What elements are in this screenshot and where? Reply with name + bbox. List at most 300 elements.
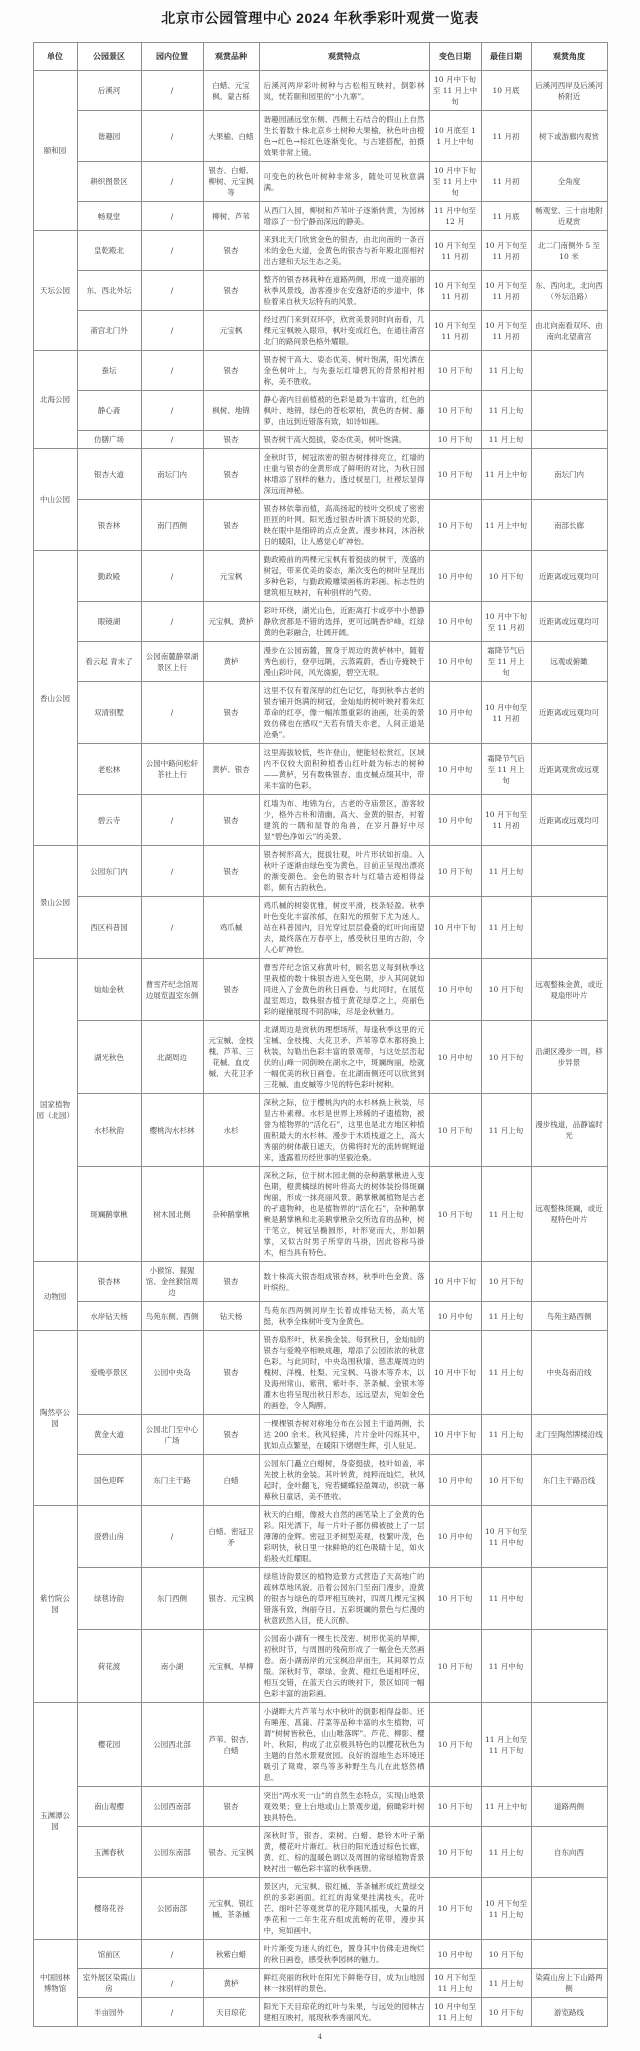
angle-cell: 由北向南看双环、由南向北望斋宫 bbox=[531, 311, 607, 351]
change-date-cell: 10 月中下旬 bbox=[429, 897, 481, 959]
change-date-cell: 10 月下旬 bbox=[429, 1787, 481, 1827]
angle-cell: 沿湖区漫步一周，移步异景 bbox=[531, 1021, 607, 1094]
location-cell: 曹雪芹纪念馆周边展览温室东侧 bbox=[141, 959, 203, 1021]
location-cell: / bbox=[141, 602, 203, 642]
change-date-cell: 10 月下旬至 11 月上旬 bbox=[429, 1969, 481, 1998]
best-date-cell: 11 月上旬 bbox=[481, 1094, 531, 1167]
unit-cell: 国家植物园（北园） bbox=[33, 959, 77, 1262]
change-date-cell: 10 月底至 11 月上中旬 bbox=[429, 111, 481, 162]
features-cell: 红墙为布、地锦为台，古老的寺庙景区，游客较少，格外古朴和清幽。高大、金黄的银杏，衬着建筑的一隅和屋脊的角兽，在岁月静好中尽显“碧色净如云”的美景。 bbox=[259, 795, 429, 846]
species-cell: 黄栌 bbox=[203, 642, 259, 682]
column-header: 单位 bbox=[33, 43, 77, 71]
species-cell: 水杉 bbox=[203, 1094, 259, 1167]
park-cell: 皇乾殿北 bbox=[77, 231, 141, 271]
features-cell: 鸡爪槭的树姿优雅，树皮平滑，枝条轻盈。秋季叶色变化丰富浓郁，在阳光的照射下尤为迷人。站在科普园内，目光穿过层层叠叠的红叶向南望去，最终落在万春亭上，感受秋日里的古韵，令人心旷神怡。 bbox=[259, 897, 429, 959]
angle-cell: 远观整株金黄，或近观扇形叶片 bbox=[531, 959, 607, 1021]
location-cell: / bbox=[141, 1969, 203, 1998]
change-date-cell: 10 月下旬 bbox=[429, 449, 481, 500]
unit-cell: 景山公园 bbox=[33, 846, 77, 959]
angle-cell: 远观或俯瞰 bbox=[531, 642, 607, 682]
park-cell: 澄碧山房 bbox=[77, 1506, 141, 1568]
best-date-cell: 10 月下旬至 11 月初 bbox=[481, 231, 531, 271]
table-row bbox=[33, 846, 607, 897]
unit-cell: 动物园 bbox=[33, 1262, 77, 1331]
angle-cell bbox=[531, 1703, 607, 1787]
species-cell: 秋紫白蜡 bbox=[203, 1940, 259, 1969]
table-row bbox=[33, 1415, 607, 1455]
features-cell: 银杏林依靠而植，高高扬起的枝叶交织成了密密匝匝的叶网。阳光透过银杏叶洒下斑驳的光影，映在眼中是细碎的点点金黄。漫步林间，沐浴秋日的暖阳，让人感觉心旷神怡。 bbox=[259, 500, 429, 551]
table-body bbox=[33, 71, 607, 2027]
park-cell: 后溪河 bbox=[77, 71, 141, 111]
park-cell: 樱花园 bbox=[77, 1703, 141, 1787]
angle-cell: 鸟苑主路西侧 bbox=[531, 1302, 607, 1331]
location-cell: / bbox=[141, 795, 203, 846]
features-cell: 突出“两水夹一山”的自然生态特点，实现山地景观效果；登上台地或山上景观步道，俯瞰彩叶树独具特色。 bbox=[259, 1787, 429, 1827]
angle-cell: 近距离或远观均可 bbox=[531, 795, 607, 846]
unit-cell: 中山公园 bbox=[33, 449, 77, 551]
features-cell: 经过西门来到双环亭，欣赏美景同时向南看，几棵元宝枫映入眼帘，枫叶变成红色，在通往斋宫北门的路间景色格外耀眼。 bbox=[259, 311, 429, 351]
angle-cell: 近距离或远观均可 bbox=[531, 682, 607, 744]
table-row bbox=[33, 500, 607, 551]
change-date-cell: 10 月中下旬 bbox=[429, 1415, 481, 1455]
angle-cell: 近距离或远观均可 bbox=[531, 602, 607, 642]
location-cell: 公园西北部 bbox=[141, 1703, 203, 1787]
table-row bbox=[33, 1568, 607, 1630]
location-cell: 公园东南部 bbox=[141, 1827, 203, 1878]
angle-cell: 游览路线 bbox=[531, 1998, 607, 2027]
location-cell: 樱桃沟水杉林 bbox=[141, 1094, 203, 1167]
best-date-cell: 11 月上旬至 11 月下旬 bbox=[481, 1703, 531, 1787]
species-cell: 鸡爪槭 bbox=[203, 897, 259, 959]
features-cell: 谐趣园涵远堂东侧、西侧土石结合的假山上自然生长着数十株北京乡土树种大果榆，秋色叶由橙色→红色→棕红色逐渐变化，与古建搭配，拍摄效果非常上镜。 bbox=[259, 111, 429, 162]
location-cell: / bbox=[141, 111, 203, 162]
location-cell: / bbox=[141, 351, 203, 391]
change-date-cell: 10 月下旬 bbox=[429, 1167, 481, 1262]
table-row bbox=[33, 795, 607, 846]
angle-cell bbox=[531, 1630, 607, 1703]
features-cell: 秋天的白蜡，像被大自然的画笔染上了金黄的色彩。阳光洒下，每一片叶子都仿佛被披上了一层薄薄的金辉。密冠卫矛树型美观，枝繁叶茂，色彩明快，秋日里一抹鲜艳的红色吸睛十足，如火焰般火红耀眼。 bbox=[259, 1506, 429, 1568]
unit-cell: 中国园林博物馆 bbox=[33, 1940, 77, 2027]
species-cell: 元宝枫 bbox=[203, 311, 259, 351]
features-cell: 彩叶环绕，湖光山色，近距离打卡或亭中小憩静静欣赏都是不错的选择，更可远眺香炉峰，红绿黄的色彩融合，壮阔开阔。 bbox=[259, 602, 429, 642]
best-date-cell: 11 月上旬 bbox=[481, 1827, 531, 1878]
change-date-cell: 10 月下旬至 11 月初 bbox=[429, 311, 481, 351]
table-row bbox=[33, 642, 607, 682]
location-cell: 北湖周边 bbox=[141, 1021, 203, 1094]
table-row bbox=[33, 111, 607, 162]
park-cell: 南山观樱 bbox=[77, 1787, 141, 1827]
location-cell: / bbox=[141, 271, 203, 311]
park-cell: 老松林 bbox=[77, 744, 141, 795]
change-date-cell: 11 月中旬至 12 月 bbox=[429, 202, 481, 231]
angle-cell bbox=[531, 1568, 607, 1630]
table-row bbox=[33, 1703, 607, 1787]
foliage-table bbox=[33, 42, 608, 2027]
table-row bbox=[33, 1262, 607, 1302]
best-date-cell: 10 月下旬 bbox=[481, 1021, 531, 1094]
features-cell: 鲜红亮丽的秋叶在阳光下鲜艳夺目，成为山地园林一抹别样的景色。 bbox=[259, 1969, 429, 1998]
park-cell: 西区科普园 bbox=[77, 897, 141, 959]
angle-cell bbox=[531, 351, 607, 391]
angle-cell: 东、西向北，北向西（外坛沿路） bbox=[531, 271, 607, 311]
best-date-cell: 11 月上中旬 bbox=[481, 1787, 531, 1827]
species-cell: 银杏 bbox=[203, 1331, 259, 1415]
table-row bbox=[33, 202, 607, 231]
best-date-cell: 霜降节气后至 11 月上旬 bbox=[481, 744, 531, 795]
species-cell: 白蜡、元宝枫、蒙古栎 bbox=[203, 71, 259, 111]
location-cell: / bbox=[141, 71, 203, 111]
column-header: 最佳日期 bbox=[481, 43, 531, 71]
features-cell: 从西门入园，柳树和芦苇叶子逐渐转黄，为园林增添了一份宁静而深远的静美。 bbox=[259, 202, 429, 231]
column-header: 公园景区 bbox=[77, 43, 141, 71]
best-date-cell: 11 月上中旬 bbox=[481, 500, 531, 551]
table-row bbox=[33, 271, 607, 311]
angle-cell bbox=[531, 391, 607, 431]
park-cell: 灿灿金秋 bbox=[77, 959, 141, 1021]
features-cell: 银杏扇形叶，秋来换金装。每到秋日，金灿灿的银杏与爱晚亭相映成趣，增添了公园浓浓的秋意色彩。与此同时，中央岛围秋墙、慈悲庵周边的槐树、洋槐、杜梨、元宝枫、马褂木等乔木，以及海州常山、紫荆、紫叶李、茶条槭、金银木等灌木也将呈现出秋日形态，远远望去，宛如金色的画卷，令人陶醉。 bbox=[259, 1331, 429, 1415]
features-cell: 银杏树干高大挺拔，姿态优美，树叶饱满。 bbox=[259, 431, 429, 449]
angle-cell: 自东向西 bbox=[531, 1827, 607, 1878]
species-cell: 天目琼花 bbox=[203, 1998, 259, 2027]
best-date-cell: 11 月上旬 bbox=[481, 1167, 531, 1262]
best-date-cell: 11 月上旬 bbox=[481, 351, 531, 391]
table-row bbox=[33, 1969, 607, 1998]
angle-cell bbox=[531, 897, 607, 959]
park-cell: 斑斓鹅掌楸 bbox=[77, 1167, 141, 1262]
park-cell: 蚕坛 bbox=[77, 351, 141, 391]
change-date-cell: 10 月中下旬至 11 月上中旬 bbox=[429, 71, 481, 111]
location-cell: 小猴馆、猩猩馆、金丝猴馆周边 bbox=[141, 1262, 203, 1302]
best-date-cell: 11 月上旬 bbox=[481, 1302, 531, 1331]
location-cell: 南小湖 bbox=[141, 1630, 203, 1703]
park-cell: 谐趣园 bbox=[77, 111, 141, 162]
park-cell: 爱晚亭景区 bbox=[77, 1331, 141, 1415]
location-cell: 鸟苑东侧、西侧 bbox=[141, 1302, 203, 1331]
angle-cell: 树下或游廊内观赏 bbox=[531, 111, 607, 162]
park-cell: 馆前区 bbox=[77, 1940, 141, 1969]
unit-cell: 紫竹院公园 bbox=[33, 1506, 77, 1703]
species-cell: 芦苇、银杏、白蜡 bbox=[203, 1703, 259, 1787]
table-row bbox=[33, 1787, 607, 1827]
species-cell: 银杏 bbox=[203, 795, 259, 846]
best-date-cell: 10 月下旬 bbox=[481, 959, 531, 1021]
table-row bbox=[33, 391, 607, 431]
angle-cell: 近距离或远观均可 bbox=[531, 551, 607, 602]
angle-cell bbox=[531, 1878, 607, 1940]
table-row bbox=[33, 551, 607, 602]
location-cell: 东门西侧 bbox=[141, 1568, 203, 1630]
location-cell: / bbox=[141, 391, 203, 431]
change-date-cell: 10 月下旬 bbox=[429, 351, 481, 391]
best-date-cell: 10 月下旬至 11 月上旬 bbox=[481, 1878, 531, 1940]
features-cell: 可变色的秋色叶树种非常多，随处可见秋意满满。 bbox=[259, 162, 429, 202]
table-row bbox=[33, 1094, 607, 1167]
location-cell: 树木园北侧 bbox=[141, 1167, 203, 1262]
table-row bbox=[33, 431, 607, 449]
features-cell: 深秋时节，银杏、栾树、白蜡、悬铃木叶子渐黄，樱花叶片渐红。秋日的阳光透过棕色长廊，黄、红、棕的温暖色调以及周围的常绿植物背景映衬出一幅色彩丰富的秋季画册。 bbox=[259, 1827, 429, 1878]
table-row bbox=[33, 1455, 607, 1506]
features-cell: 深秋之际，位于樱桃沟内的水杉林换上秋装，尽显古朴素穆。水杉是世界上珍稀的孑遗植物，被誉为植物界的“活化石”，这里也是北方地区种植面积最大的水杉林。漫步于木质栈道之上，高大秀丽的树体蔽日遮天，仿佛将时光的流转娓娓道来，透露着历经世事的坚毅沧桑。 bbox=[259, 1094, 429, 1167]
table-row bbox=[33, 602, 607, 642]
best-date-cell: 11 月上旬 bbox=[481, 1331, 531, 1415]
table-row bbox=[33, 162, 607, 202]
page-number: 4 bbox=[317, 2033, 323, 2041]
best-date-cell: 10 月下旬 bbox=[481, 1262, 531, 1302]
angle-cell bbox=[531, 431, 607, 449]
species-cell: 银杏 bbox=[203, 431, 259, 449]
unit-cell: 玉渊潭公园 bbox=[33, 1703, 77, 1940]
park-cell: 玉渊春秋 bbox=[77, 1827, 141, 1878]
species-cell: 银杏 bbox=[203, 449, 259, 500]
angle-cell bbox=[531, 846, 607, 897]
park-cell: 国色迎晖 bbox=[77, 1455, 141, 1506]
features-cell: 后溪河两岸彩叶树种与古松相互映衬，倒影林岚，恍若颐和园里的“小九寨”。 bbox=[259, 71, 429, 111]
park-cell: 静心斋 bbox=[77, 391, 141, 431]
best-date-cell: 11 月上旬 bbox=[481, 846, 531, 897]
species-cell: 银杏、白蜡、柳树、元宝枫等 bbox=[203, 162, 259, 202]
table-row bbox=[33, 231, 607, 271]
best-date-cell: 11 月上旬 bbox=[481, 1969, 531, 1998]
park-cell: 银杏林 bbox=[77, 500, 141, 551]
best-date-cell: 10 月中旬至 11 月初 bbox=[481, 682, 531, 744]
features-cell: 数十株高大银杏组成银杏林，秋季叶色金黄、落叶缤纷。 bbox=[259, 1262, 429, 1302]
best-date-cell: 10 月下旬至 11 月初 bbox=[481, 795, 531, 846]
angle-cell: 南坛门内 bbox=[531, 449, 607, 500]
change-date-cell: 10 月下旬 bbox=[429, 846, 481, 897]
unit-cell: 陶然亭公园 bbox=[33, 1331, 77, 1506]
park-cell: 湖光秋色 bbox=[77, 1021, 141, 1094]
table-row bbox=[33, 1302, 607, 1331]
change-date-cell: 10 月下旬 bbox=[429, 500, 481, 551]
change-date-cell: 10 月下旬 bbox=[429, 1827, 481, 1878]
park-cell: 看云起 青未了 bbox=[77, 642, 141, 682]
table-row bbox=[33, 1827, 607, 1878]
species-cell: 大果榆、白蜡 bbox=[203, 111, 259, 162]
best-date-cell: 10 月下旬 bbox=[481, 551, 531, 602]
table-row bbox=[33, 1331, 607, 1415]
table-header bbox=[33, 43, 607, 71]
species-cell: 钻天杨 bbox=[203, 1302, 259, 1331]
change-date-cell: 10 月中下旬至 11 月上中旬 bbox=[429, 162, 481, 202]
species-cell: 元宝枫 bbox=[203, 551, 259, 602]
location-cell: / bbox=[141, 311, 203, 351]
angle-cell: 北门至陶然牌楼沿线 bbox=[531, 1415, 607, 1455]
park-cell: 公园东门内 bbox=[77, 846, 141, 897]
angle-cell: 染霞山房上下山路两侧 bbox=[531, 1969, 607, 1998]
features-cell: 金秋时节，树冠浓密的银杏树排排亮立，红墙的庄重与银杏的金黄形成了鲜明的对比，为秋日园林增添了别样的魅力。透过棂星门，社稷坛显得深远而神秘。 bbox=[259, 449, 429, 500]
table-row bbox=[33, 351, 607, 391]
location-cell: 公园南麓静翠湖景区上行 bbox=[141, 642, 203, 682]
change-date-cell: 10 月下旬 bbox=[429, 391, 481, 431]
change-date-cell: 10 月中下旬 bbox=[429, 1331, 481, 1415]
change-date-cell: 10 月中旬 bbox=[429, 959, 481, 1021]
species-cell: 银杏 bbox=[203, 231, 259, 271]
park-cell: 银杏大道 bbox=[77, 449, 141, 500]
change-date-cell: 10 月下旬 bbox=[429, 1878, 481, 1940]
table-row bbox=[33, 311, 607, 351]
best-date-cell: 11 月中旬 bbox=[481, 1630, 531, 1703]
location-cell: / bbox=[141, 846, 203, 897]
park-cell: 仿膳广场 bbox=[77, 431, 141, 449]
location-cell: / bbox=[141, 551, 203, 602]
change-date-cell: 10 月中旬 bbox=[429, 1021, 481, 1094]
park-cell: 眼镜湖 bbox=[77, 602, 141, 642]
angle-cell bbox=[531, 1940, 607, 1969]
location-cell: / bbox=[141, 1998, 203, 2027]
best-date-cell: 11 月上旬 bbox=[481, 1415, 531, 1455]
location-cell: / bbox=[141, 897, 203, 959]
change-date-cell: 10 月中旬 bbox=[429, 682, 481, 744]
location-cell: 南门西侧 bbox=[141, 500, 203, 551]
location-cell: 公园中央岛 bbox=[141, 1331, 203, 1415]
best-date-cell: 11 月上旬 bbox=[481, 391, 531, 431]
location-cell: / bbox=[141, 162, 203, 202]
park-cell: 双清别墅 bbox=[77, 682, 141, 744]
park-cell: 水岸钻天杨 bbox=[77, 1302, 141, 1331]
species-cell: 柳树、芦苇 bbox=[203, 202, 259, 231]
change-date-cell: 10 月中旬 bbox=[429, 551, 481, 602]
species-cell: 银杏、元宝枫 bbox=[203, 1827, 259, 1878]
location-cell: 公园南部 bbox=[141, 1878, 203, 1940]
table-row bbox=[33, 1878, 607, 1940]
park-cell: 碧云寺 bbox=[77, 795, 141, 846]
unit-cell: 天坛公园 bbox=[33, 231, 77, 351]
park-cell: 耕织图景区 bbox=[77, 162, 141, 202]
change-date-cell: 10 月中下旬 bbox=[429, 1262, 481, 1302]
change-date-cell: 10 月下旬 bbox=[429, 1630, 481, 1703]
table-row bbox=[33, 959, 607, 1021]
species-cell: 杂种鹅掌楸 bbox=[203, 1167, 259, 1262]
table-row bbox=[33, 71, 607, 111]
change-date-cell: 10 月中旬 bbox=[429, 642, 481, 682]
species-cell: 白蜡 bbox=[203, 1455, 259, 1506]
features-cell: 来到北天门欣赏金色的银杏，由北向南的一条百米的金色大道，金黄色的银杏与祈年殿北面相衬出古建和天坛生态之美。 bbox=[259, 231, 429, 271]
change-date-cell: 10 月下旬 bbox=[429, 1568, 481, 1630]
page-title: 北京市公园管理中心 2024 年秋季彩叶观赏一览表 bbox=[161, 10, 479, 26]
park-cell: 黄金大道 bbox=[77, 1415, 141, 1455]
angle-cell bbox=[531, 1262, 607, 1302]
angle-cell: 东门主干路沿线 bbox=[531, 1455, 607, 1506]
table-row bbox=[33, 1998, 607, 2027]
change-date-cell: 10 月中旬至 11 月上旬 bbox=[429, 1998, 481, 2027]
species-cell: 黄栌、银杏 bbox=[203, 744, 259, 795]
best-date-cell: 11 月中旬 bbox=[481, 1568, 531, 1630]
features-cell: 一棵棵银杏树对称地分布在公园主干道两侧，长达 200 余米。秋风轻拂，片片金叶闪烁其中，犹如点点繁星，在暖阳下熠熠生辉，引人驻足。 bbox=[259, 1415, 429, 1455]
species-cell: 银杏 bbox=[203, 959, 259, 1021]
features-cell: 景区内，元宝枫、银红槭、茶条槭形成红黄绿交织的多彩画面。红红的海棠果挂满枝头，花叶芒、细叶芒等观赏草的花序随风摇曳，大量的月季花和一二年生花卉组成流畅的花带，漫步其中，宛如画中。 bbox=[259, 1878, 429, 1940]
unit-cell: 香山公园 bbox=[33, 551, 77, 846]
features-cell: 叶片渐变为迷人的红色，置身其中仿佛走进绚烂的秋日画卷，感受秋季园林的魅力。 bbox=[259, 1940, 429, 1969]
table-row bbox=[33, 1167, 607, 1262]
angle-cell: 中央岛南沿线 bbox=[531, 1331, 607, 1415]
table-row bbox=[33, 1940, 607, 1969]
best-date-cell: 11 月底 bbox=[481, 202, 531, 231]
best-date-cell: 11 月上旬 bbox=[481, 897, 531, 959]
park-cell: 勤政殿 bbox=[77, 551, 141, 602]
change-date-cell: 10 月下旬 bbox=[429, 1703, 481, 1787]
change-date-cell: 10 月中旬 bbox=[429, 602, 481, 642]
park-cell: 水杉秋韵 bbox=[77, 1094, 141, 1167]
table-row bbox=[33, 744, 607, 795]
location-cell: 公园中路问松轩茶社上行 bbox=[141, 744, 203, 795]
species-cell: 银杏 bbox=[203, 1787, 259, 1827]
park-cell: 东、西北外坛 bbox=[77, 271, 141, 311]
species-cell: 元宝槭、金枝槐、芦苇、三花槭、血皮槭、大花卫矛 bbox=[203, 1021, 259, 1094]
best-date-cell: 10 月下旬 bbox=[481, 1940, 531, 1969]
change-date-cell: 10 月中旬 bbox=[429, 1302, 481, 1331]
park-cell: 荷花渡 bbox=[77, 1630, 141, 1703]
species-cell: 银杏 bbox=[203, 846, 259, 897]
best-date-cell: 11 月上中旬 bbox=[481, 449, 531, 500]
species-cell: 元宝枫、旱柳 bbox=[203, 1630, 259, 1703]
angle-cell: 远观整株斑斓，或近观特色叶片 bbox=[531, 1167, 607, 1262]
park-cell: 室外展区染霞山房 bbox=[77, 1969, 141, 1998]
features-cell: 鸟苑东西两侧河岸生长着成排钻天杨，高大笔挺，秋季全株树叶变为金黄色。 bbox=[259, 1302, 429, 1331]
best-date-cell: 10 月下旬至 11 月初 bbox=[481, 311, 531, 351]
change-date-cell: 10 月下旬 bbox=[429, 1094, 481, 1167]
park-cell: 半亩园外 bbox=[77, 1998, 141, 2027]
header-row bbox=[33, 43, 607, 71]
best-date-cell: 10 月下旬至 11 月中旬 bbox=[481, 1506, 531, 1568]
features-cell: 公园东门矗立白蜡树，身姿挺拔，枝叶如盖，率先披上秋的金装。其叶转黄，纯粹而灿烂，秋风起时，金叶翻飞，宛若蝴蝶轻盈舞动，织就一幕幕秋日童话，美不胜收。 bbox=[259, 1455, 429, 1506]
location-cell: / bbox=[141, 231, 203, 271]
features-cell: 漫步在公园南麓，置身于周边的黄栌林中，随着秀色前行，登亭远眺，云蒸霞蔚，香山寺掩映于漫山彩叶间，风光旖旎，碧空无垠。 bbox=[259, 642, 429, 682]
best-date-cell: 10 月底 bbox=[481, 71, 531, 111]
table-row bbox=[33, 682, 607, 744]
features-cell: 这里海拔较低，些许登山，便能轻松赏红。区域内不仅较大面积种植香山红叶最为标志的树种——黄栌，另有数株银杏、血皮槭点缀其中，带来丰富的色彩。 bbox=[259, 744, 429, 795]
features-cell: 小湖畔大片芦苇与水中秋叶的倒影相得益彰。还有睡莲、菖蒲、荇菜等品种丰富的水生植物，可谓“树树皆秋色，山山唯落晖”。芦花、柳影、樱叶、秋阳，构成了北京极具特色的以樱花秋色为主题的自然水景观赏园。良好的湿地生态环境还吸引了鸳鸯、翠鸟等多种野生鸟儿在此悠然栖息。 bbox=[259, 1703, 429, 1787]
table-row bbox=[33, 449, 607, 500]
species-cell: 银杏 bbox=[203, 682, 259, 744]
park-cell: 畅观堂 bbox=[77, 202, 141, 231]
best-date-cell: 11 月上旬 bbox=[481, 431, 531, 449]
features-cell: 静心斋内目前植被的色彩是最为丰富的，红色的枫叶、地锦，绿色的苍松翠柏，黄色的杏树、藤萝，由远到近错落有致，如诗如画。 bbox=[259, 391, 429, 431]
features-cell: 绿毯诗韵景区的植物造景方式营造了天高地广的疏林草地风貌。沿着公园东门至南门漫步，澄黄的银杏与绿色的草坪相互映衬，四周几棵元宝枫错落有致，绚丽夺目。五彩斑斓的景色与烂漫的秋意跃然入目，使人沉醉。 bbox=[259, 1568, 429, 1630]
location-cell: / bbox=[141, 1940, 203, 1969]
change-date-cell: 10 月中旬 bbox=[429, 1455, 481, 1506]
features-cell: 北湖周边是赏秋的理想场所，每逢秋季这里的元宝槭、金枝槐、大花卫矛、芦苇等草木都将换上秋装，勾勒出色彩丰富的景观带，与这处层峦起伏的山峰一同倒映在湖水之中，斑斓绚丽，绘就一幅优美的秋日画卷。在北湖南侧还可以欣赏到三花槭、血皮槭等少见的特色彩叶树种。 bbox=[259, 1021, 429, 1094]
species-cell: 黄栌 bbox=[203, 1969, 259, 1998]
features-cell: 整齐的银杏林栽种在道路两侧，形成一道亮丽的秋季风景线，游客漫步在安逸舒适的步道中，体验着来自秋天坛特有的风景。 bbox=[259, 271, 429, 311]
table-row bbox=[33, 1506, 607, 1568]
table-row bbox=[33, 1630, 607, 1703]
angle-cell: 后溪河西岸及后溪河桥附近 bbox=[531, 71, 607, 111]
species-cell: 银杏 bbox=[203, 351, 259, 391]
best-date-cell: 10 月中下旬至 11 月初 bbox=[481, 602, 531, 642]
column-header: 观赏角度 bbox=[531, 43, 607, 71]
species-cell: 银杏 bbox=[203, 1262, 259, 1302]
location-cell: / bbox=[141, 202, 203, 231]
best-date-cell: 11 月初 bbox=[481, 111, 531, 162]
species-cell: 白蜡、密冠卫矛 bbox=[203, 1506, 259, 1568]
change-date-cell: 10 月中旬 bbox=[429, 795, 481, 846]
park-cell: 斋宫北门外 bbox=[77, 311, 141, 351]
angle-cell: 南部长廊 bbox=[531, 500, 607, 551]
location-cell: 东门主干路 bbox=[141, 1455, 203, 1506]
species-cell: 银杏 bbox=[203, 271, 259, 311]
unit-cell: 颐和园 bbox=[33, 71, 77, 231]
location-cell: / bbox=[141, 1506, 203, 1568]
best-date-cell: 10 月下旬至 11 月初 bbox=[481, 271, 531, 311]
location-cell: 公园西南部 bbox=[141, 1787, 203, 1827]
angle-cell bbox=[531, 1506, 607, 1568]
angle-cell: 道路两侧 bbox=[531, 1787, 607, 1827]
best-date-cell: 10 月下旬 bbox=[481, 1455, 531, 1506]
features-cell: 银杏树干高大、姿态优美、树叶饱满，阳光洒在金色树叶上，与先蚕坛红墙碧瓦的背景相衬相称，美不胜收。 bbox=[259, 351, 429, 391]
park-cell: 银杏林 bbox=[77, 1262, 141, 1302]
location-cell: 公园北门至中心广场 bbox=[141, 1415, 203, 1455]
change-date-cell: 10 月中旬 bbox=[429, 1506, 481, 1568]
